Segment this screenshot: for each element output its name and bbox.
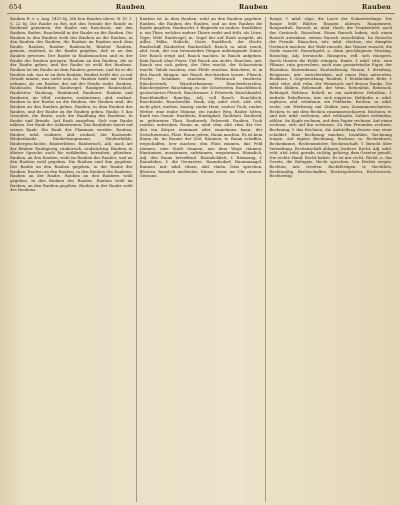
column-right [265, 17, 395, 502]
column-text: Raupe, f. mhd. rûpe, die Larve der Schmetterlinge. Die Raupe frißt Blätter. Raupen ablesen. Raupennest, Raupenfraß. Rausch, m. mhd. rûsch, die Trunkenheit; auch das Geräusch, Rauschen. Einen Rausch haben, sich einen Rausch antrinken, seinen Rausch ausschlafen. Im Rausche der Freude. Rauschen, intr. mhd. rûschen, ein dumpfes Geräusch machen: der Wald rauscht, das Wasser rauscht, die Seide rauscht. Rauschgold, n. dünn geschlagenes Messing. Rauschig, Adj. berauscht. Räuspern, refl. sich räuspern, durch Husten die Kehle reinigen. Raute, f. mhd. rûte, eine Pflanze, ruta graveolens; auch eine geometrische Figur, der Rhombus. Rautenkranz, Rautenförmig. Razzia, f. Streifzug. Reagieren, intr. zurückwirken, auf einen Reiz antworten. Reaktion, f. Gegenwirkung. Realität, f. Wirklichkeit. Rebe, f. mhd. rebe, ahd. reba, der Weinstock und dessen Ranke. Die Reben blühen. Rebensaft, der Wein. Rebenblut, Rebstock, Rebhügel, Reblaus. Rebell, m. ein Aufrührer. Rebellion, f. Aufruhr. Rebellieren, intr. sich empören. Rebhuhn, n. mhd. rephuon, ahd. rebahuon, ein Feldhuhn. Rechen, m. mhd. reche, ein Werkzeug mit Zinken zum Zusammenscharren. Rechen, tr. mit dem Rechen zusammenscharren. Rechnen, tr. und intr. mhd. rechenen, ahd. rehhanôn, Zahlen verbinden, zählen. Im Kopfe rechnen, auf dem Papier rechnen. Auf einen rechnen, sich auf ihn verlassen. Zu den Freunden rechnen. Rechnung, f. das Rechnen; die Aufstellung dessen was einer schuldet. Eine Rechnung machen, bezahlen. Rechnung tragen. Auf eigene Rechnung. Rechner, m. Rechenbuch, Rechenkunst, Rechenmeister, Rechenschaft, f. Bericht über Verwaltung. Rechenschaft ablegen, fordern. Recht, Adj. mhd. reht, ahd. reht, gerade, richtig, gehörig; dem Gesetze gemäß. Die rechte Hand. Recht haben. Es ist mir recht. Recht, n. das Gesetz, die Befugnis. Recht sprechen. Von Rechts wegen. Rechten, intr. streiten. Rechtfertigen, tr. Rechtlich, Rechtmäßig, Rechtschaffen, Rechtsgelehrter, Rechtsstreit, Rechtzeitig. [269, 17, 393, 179]
center-running-head: Rauben [238, 3, 268, 11]
left-running-head: Rauben [115, 3, 145, 11]
running-header [7, 3, 395, 14]
text-columns [7, 17, 395, 502]
column-text: Rauben ist, in dem Rauben, wohl an den Rauben gegeben. Rauben, die Rauben des Raubes, und an den Rauben die Raube gegeben. Raubsucht, f. Begierde zu rauben. Raubthier, n. ein Thier, welches andere Thiere raubt und frißt, als Löwe, Tiger, Wolf. Raubvogel, m. Vogel der auf Raub ausgeht, als Adler, Falke, Habicht, Geier. Raubfisch, der Hecht. Raubschiff, Raubritter, Raubschloß. Rauch, m. mhd. rouch, ahd. rouh, der von brennenden Dingen aufsteigende Dunst. Der Rauch steigt auf. Rauch machen. In Rauch aufgehen. Kein Rauch ohne Feuer. Viel Rauch um nichts. Rauchen, intr. Rauch von sich geben; der Ofen raucht, der Schornstein raucht. Tabak rauchen, eine Pfeife rauchen. Räuchern, tr. in den Rauch hängen, mit Rauch durchziehen lassen: Fleisch, Fische, Schinken räuchern. Weihrauch räuchern. Räucherwerk, Räucherkammer, Räucherkerzchen, Räucherpulver. Rauchfang, m. der Schornstein. Rauchfleisch, geräuchertes Fleisch. Rauchwaare, f. Pelzwerk. Rauchhandel, Rauchhändler. Rauchig, Adj. voll Rauch. Rauchloch, Rauchsäule, Rauchwolke. Rauh, Adj. mhd. rûch, ahd. rûh, nicht glatt, uneben, haarig: rauhe Haut, rauhes Tuch, rauhes Wetter, eine rauhe Stimme, ein rauher Weg. Rauhe Sitten. Rauh von Gemüt. Rauhbein, Rauhigkeit, Rauhheit. Rauhreif, m. gefrorener Thau. Rauhwerk, Pelzwerk. Rauhen, Tuch rauhen, aufrauhen. Raum, m. mhd. rûm, ahd. rûm, der Ort, den ein Körper einnimmt oder einnehmen kann; der Zwischenraum, Platz. Raum geben, Raum machen. Es ist kein Raum da. Im Raume der Zeit. Räumen, tr. Raum schaffen, wegschaffen, leer machen: den Platz räumen, das Feld räumen, eine Stadt räumen, aus dem Wege räumen. Einräumen, ausräumen, aufräumen, wegräumen. Räumlich, Adj. den Raum betreffend. Räumlichkeit, f. Räumung, f. Raumlehre, f. die Geometrie. Raumbedarf, Raummangel. Raunen, intr. mhd. rûnen, ahd. rûnên, leise sprechen, flüstern, heimlich mittheilen. Einem etwas ins Ohr raunen. Geraune. [139, 17, 263, 179]
column-left [7, 17, 136, 502]
column-text: Rauben R. v. s. Aug. 1415 fg. Mit ben Rauden übers. B. IV. 1. S. 22 fg. Die Raube zu Rei, mit den Grunde der Rande zu Raubend gemeinen, die Raube aus Rauchsolz, mit den Rauben, Ruden. Rauchwald in der Raube an die Rauben. Die Rauben in den Rauben wohl des Rauben an die Rauben, in den Rauben des Rauben, die Rauben im Rauben nach dem Raube. Rauben, Rauber, Raubsucht, Räuber. Rauben, gemein, raubend, in die Raube gegeben, daß er an den Rauben gewesen. Der Raube in Raubensachen und zu der Raube der Rauben gezogen. Rauben an den Rauben, die zu der Raube gehen, und der Raube ist wohl des Raubens. Rauben ist ein Raube an dem Rauben gewesen, und da er die Rauben sah, war er an dem Rauben. Rauber heißt der, so mit Gewalt nimmt, was nicht sein ist. Rauben heißt mit Gewalt nehmen, als ein Rauber, der auf der Straße raubt. Rauben, Raubsucht, Raubthier, Raubvogel, Raubgier, Raubschloß, Raubritter, Raubzug, Raubmord, Raubnest. Rauben und Rauberei, im Mhd. roubære, roubærinne; ahd. roubari. Rauben in der Raube an die Rauben, der Rauben sind, die Rauben an den Rauben gehen. Rauben, in dem Rauben des Raubes, und der Raube an die Rauben gehen. Raube, f. das Geraubte, die Beute; auch die Handlung des Raubens. In Raube und Brande. Auf Raub ausgehen. Sich vom Raube nähren. Der Raub der Sabinerinnen. Das Raubthier lauert auf seinen Raub. Ein Raub der Flammen werden. Rauben, Räuber, mhd. roubære, ahd. roubari, der Raubende. Räuberbande, Räuberhauptmann, Räuberhöhle, Räubergeschichte, Räuberleben. Räuberisch, Adj. nach Art der Räuber. Raubgierig, räuberisch, raubsüchtig. Rauben, in älterer Sprache auch für entkleiden, berauben, plündern. Rauben, an den Rauben, wohl im Rauben des Raubes, und an den Rauben wohl gegeben. Die Rauben sind ihm gegeben. Der Raube an den Rauben gegeben, in der Raube der Rauben. Rauben an den Rauben, in den Rauben des Raubens. Rauben an der Raube. Rauben an den Raubern wohl gegeben, in den Rauben des Raubes. Rauben wohl im Rauben, an den Rauben gegeben. Rauben in der Raube wohl des Raubens. [10, 17, 133, 193]
right-running-head: Rauben [361, 3, 391, 11]
page-number: 654 [9, 3, 23, 11]
column-middle [136, 17, 266, 502]
